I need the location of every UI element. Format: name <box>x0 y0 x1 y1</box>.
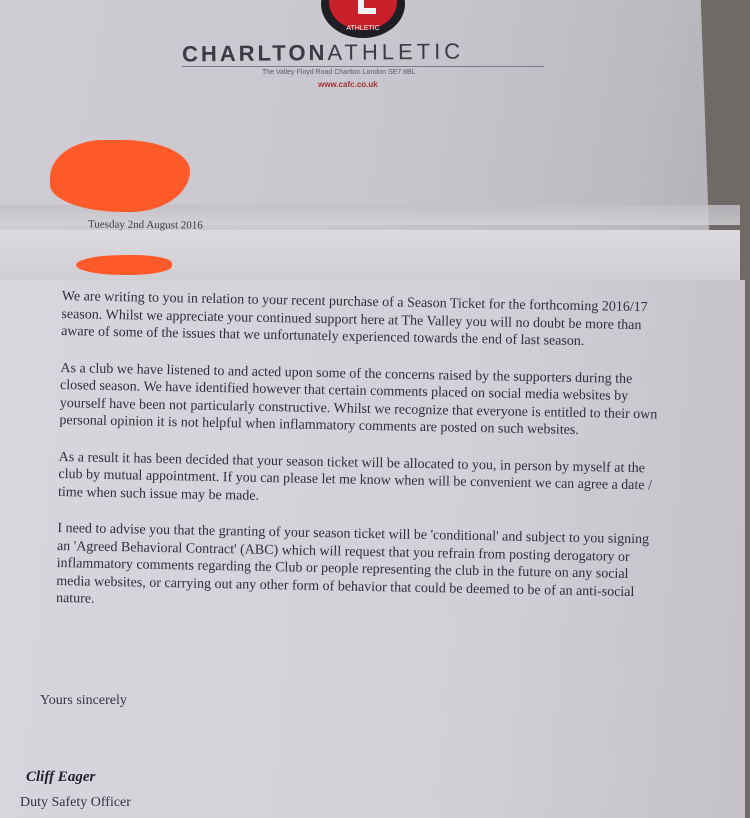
club-address: The Valley Floyd Road Charlton London SE7 8BL <box>262 69 416 76</box>
signature: Cliff Eager <box>26 769 96 785</box>
redaction-mark <box>50 140 190 212</box>
letter-paragraph: I need to advise you that the granting of your season ticket will be 'conditional' and subject to you signing an 'Agreed Behavioral Contract' (ABC) which will request that you refrain from posting derogatory or inflammatory comments regarding the Club or people representing the club in the future on any social media websites, or carrying out any other form of behavior that could be deemed to be of an anti-social nature. <box>55 520 650 607</box>
letter-paragraph: As a club we have listened to and acted upon some of the concerns raised by the supporters during the closed season. We have identified however that certain comments placed on social media websites by yourself have been not particularly constructive. Whilst we recognize that everyone is entitled to their own personal opinion it is not helpful when inflammatory comments are posted on such websites. <box>59 360 658 438</box>
letter-body <box>56 288 662 638</box>
club-wordmark <box>182 39 464 68</box>
club-website: www.cafc.co.uk <box>318 80 378 89</box>
letter-paragraph: We are writing to you in relation to your recent purchase of a Season Ticket for the forthcoming 2016/17 season. Whilst we appreciate your continued support here at The Valley you will no doubt be more than aware of some of the issues that we unfortunately experienced towards the end of last season. <box>61 288 648 350</box>
club-name-light: ATHLETIC <box>327 38 465 65</box>
redaction-mark <box>76 255 172 275</box>
letterhead-rule <box>182 66 544 67</box>
letter-date: Tuesday 2nd August 2016 <box>87 218 203 232</box>
signatory-role: Duty Safety Officer <box>20 795 131 810</box>
club-name-bold: CHARLTON <box>181 39 328 67</box>
letter-closing: Yours sincerely <box>40 693 127 708</box>
crest-label: ATHLETIC <box>346 25 380 32</box>
club-crest-icon <box>318 0 408 40</box>
letter-paragraph: As a result it has been decided that your season ticket will be allocated to you, in person by myself at the club by mutual appointment. If you can please let me know when will be convenient we can agree a date / time when such issue may be made. <box>57 449 653 504</box>
